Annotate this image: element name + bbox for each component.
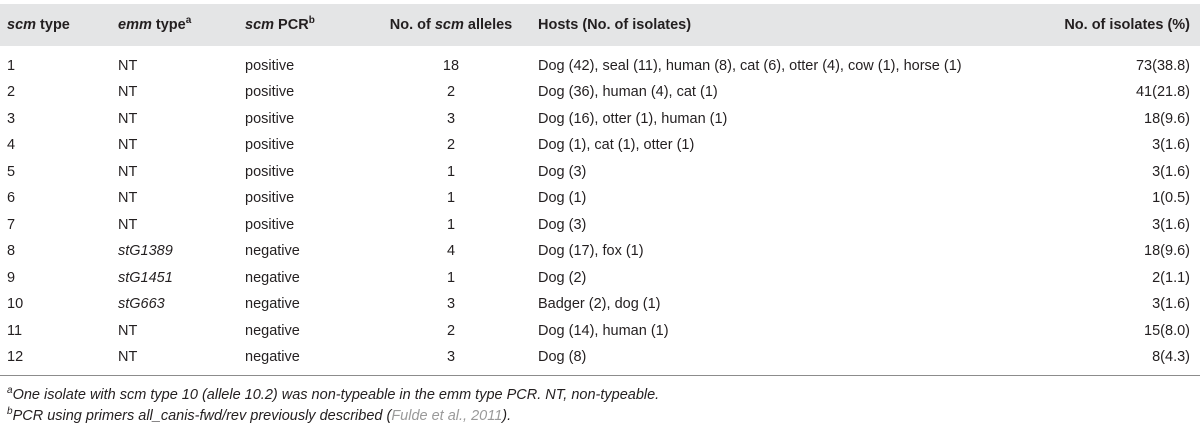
cell-hosts: Dog (2) xyxy=(538,269,587,286)
table-header xyxy=(0,4,1200,46)
cell-scm-type: 5 xyxy=(7,163,16,180)
cell-scm-type: 9 xyxy=(7,269,16,286)
header-alleles xyxy=(364,4,538,46)
cell-hosts: Dog (3) xyxy=(538,163,587,180)
header-alleles-prefix: No. of xyxy=(389,17,435,33)
footnote-a xyxy=(7,385,659,406)
cell-isolates: 3(1.6) xyxy=(1152,216,1190,233)
cell-alleles: 1 xyxy=(446,216,456,233)
cell-scm-pcr: negative xyxy=(245,269,300,286)
cell-alleles: 3 xyxy=(446,110,456,127)
header-scm-pcr xyxy=(245,4,364,46)
cell-emm-type: NT xyxy=(118,57,138,74)
table-row xyxy=(0,132,1200,159)
cell-hosts: Dog (3) xyxy=(538,216,587,233)
header-emm-type-sup: a xyxy=(185,15,192,27)
cell-scm-type: 3 xyxy=(7,110,16,127)
cell-emm-type: NT xyxy=(118,216,138,233)
cell-isolates: 3(1.6) xyxy=(1152,163,1190,180)
cell-isolates: 18(9.6) xyxy=(1144,243,1190,260)
table-row xyxy=(0,238,1200,265)
cell-hosts: Badger (2), dog (1) xyxy=(538,296,661,313)
cell-emm-type: NT xyxy=(118,137,138,154)
cell-scm-pcr: negative xyxy=(245,322,300,339)
header-hosts: Hosts (No. of isolates) xyxy=(538,17,692,33)
header-emm-type xyxy=(118,4,245,46)
footnote-b-mark: b xyxy=(7,406,13,418)
scm-type-table xyxy=(0,4,1200,376)
cell-isolates: 18(9.6) xyxy=(1144,110,1190,127)
cell-emm-type: stG663 xyxy=(118,296,165,313)
cell-scm-type: 2 xyxy=(7,84,16,101)
cell-scm-type: 10 xyxy=(7,296,24,313)
cell-scm-pcr: positive xyxy=(245,57,295,74)
cell-scm-type: 12 xyxy=(0,344,118,375)
cell-alleles: 1 xyxy=(446,163,456,180)
cell-emm-type: NT xyxy=(118,110,138,127)
cell-hosts: Dog (36), human (4), cat (1) xyxy=(538,84,718,101)
cell-hosts: Dog (14), human (1) xyxy=(538,322,669,339)
header-scm-pcr-text: PCR xyxy=(274,17,309,33)
table-row xyxy=(0,318,1200,345)
table-row xyxy=(0,46,1200,79)
header-scm-type-italic: scm xyxy=(7,17,37,33)
cell-hosts: Dog (42), seal (11), human (8), cat (6), otter (4), cow (1), horse (1) xyxy=(538,57,962,74)
table-row xyxy=(0,185,1200,212)
cell-isolates: 3(1.6) xyxy=(1152,137,1190,154)
cell-emm-type: NT xyxy=(118,344,245,375)
table-row xyxy=(0,106,1200,133)
cell-isolates: 1(0.5) xyxy=(1152,190,1190,207)
cell-scm-pcr: negative xyxy=(245,296,300,313)
footnote-b-citation-link[interactable]: Fulde et al., 2011 xyxy=(391,408,503,424)
footnote-a-mark: a xyxy=(7,385,13,397)
cell-emm-type: stG1389 xyxy=(118,243,173,260)
cell-scm-type: 11 xyxy=(7,322,23,339)
cell-isolates: 2(1.1) xyxy=(1152,269,1190,286)
cell-emm-type: NT xyxy=(118,190,138,207)
cell-scm-pcr: negative xyxy=(245,243,300,260)
cell-scm-pcr: positive xyxy=(245,190,295,207)
table-row xyxy=(0,212,1200,239)
table-footnotes xyxy=(7,385,659,427)
cell-hosts: Dog (1), cat (1), otter (1) xyxy=(538,137,695,154)
header-emm-type-italic: emm xyxy=(118,17,152,33)
header-alleles-italic: scm xyxy=(434,17,464,33)
cell-scm-type: 1 xyxy=(7,57,16,74)
cell-alleles: 1 xyxy=(446,269,456,286)
header-scm-type-text: type xyxy=(36,17,70,33)
cell-scm-type: 4 xyxy=(7,137,16,154)
header-scm-type xyxy=(0,4,118,46)
cell-scm-type: 8 xyxy=(7,243,16,260)
table-row xyxy=(0,159,1200,186)
cell-scm-pcr: positive xyxy=(245,216,295,233)
cell-isolates: 3(1.6) xyxy=(1152,296,1190,313)
header-isolates: No. of isolates (%) xyxy=(1064,17,1190,33)
table-row xyxy=(0,265,1200,292)
header-alleles-suffix: alleles xyxy=(463,17,513,33)
cell-isolates: 8(4.3) xyxy=(1028,344,1200,375)
header-scm-pcr-sup: b xyxy=(308,15,315,27)
footnote-b-text: PCR using primers all_canis-fwd/rev previously described ( xyxy=(12,408,392,424)
header-row xyxy=(0,4,1200,46)
cell-alleles: 3 xyxy=(446,296,456,313)
cell-scm-type: 7 xyxy=(7,216,16,233)
cell-isolates: 15(8.0) xyxy=(1144,322,1190,339)
footnote-b-end: ). xyxy=(502,408,512,424)
table-row xyxy=(0,79,1200,106)
table-row xyxy=(0,291,1200,318)
cell-hosts: Dog (16), otter (1), human (1) xyxy=(538,110,728,127)
footnote-b xyxy=(7,406,659,427)
cell-emm-type: NT xyxy=(118,84,138,101)
cell-isolates: 41(21.8) xyxy=(1135,84,1190,101)
cell-scm-pcr: positive xyxy=(245,84,295,101)
table-row xyxy=(0,344,1200,375)
cell-alleles: 2 xyxy=(446,322,456,339)
cell-alleles: 1 xyxy=(446,190,456,207)
footnote-a-text: One isolate with scm type 10 (allele 10.2) was non-typeable in the emm type PCR. NT, non-typeable. xyxy=(12,387,660,403)
cell-emm-type: NT xyxy=(118,163,138,180)
cell-hosts: Dog (8) xyxy=(538,344,1028,375)
header-scm-pcr-italic: scm xyxy=(245,17,275,33)
cell-hosts: Dog (17), fox (1) xyxy=(538,243,644,260)
cell-alleles: 18 xyxy=(442,57,460,74)
cell-alleles: 4 xyxy=(446,243,456,260)
cell-scm-type: 6 xyxy=(7,190,16,207)
table-body xyxy=(0,46,1200,375)
cell-hosts: Dog (1) xyxy=(538,190,587,207)
cell-emm-type: stG1451 xyxy=(118,269,173,286)
cell-alleles: 3 xyxy=(364,344,538,375)
cell-alleles: 2 xyxy=(446,137,456,154)
cell-isolates: 73(38.8) xyxy=(1135,57,1190,74)
cell-scm-pcr: positive xyxy=(245,110,295,127)
cell-scm-pcr: negative xyxy=(245,344,364,375)
header-emm-type-text: type xyxy=(151,17,186,33)
cell-scm-pcr: positive xyxy=(245,137,295,154)
cell-emm-type: NT xyxy=(118,322,138,339)
cell-alleles: 2 xyxy=(446,84,456,101)
cell-scm-pcr: positive xyxy=(245,163,295,180)
